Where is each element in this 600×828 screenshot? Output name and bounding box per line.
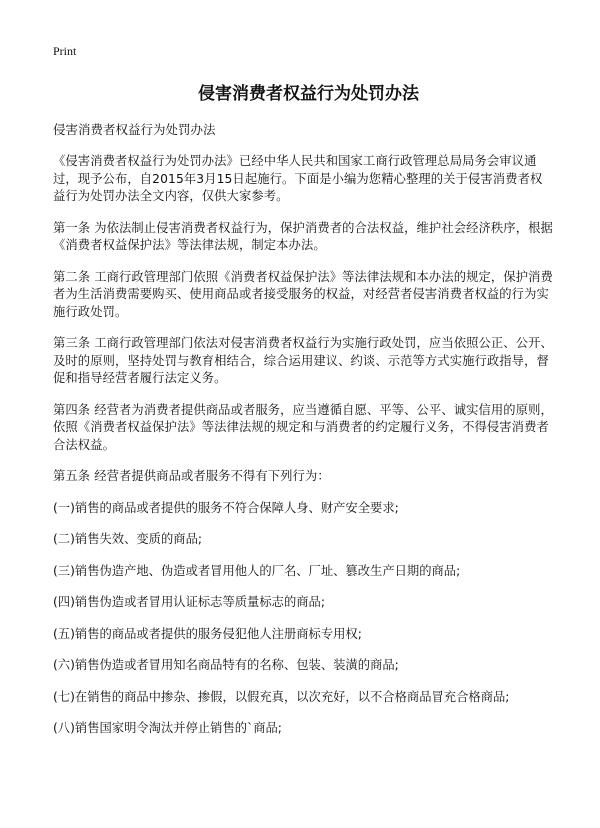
list-item: (二)销售失效、变质的商品; (53, 532, 203, 546)
document-title: 侵害消费者权益行为处罚办法 (198, 84, 419, 104)
article-4: 第四条 经营者为消费者提供商品或者服务，应当遵循自愿、平等、公平、诚实信用的原则，依照《消费者权益保护法》等法律法规的规定和与消费者的约定履行义务，不得侵害消费者合法权益。 (53, 402, 553, 452)
article-1: 第一条 为依法制止侵害消费者权益行为，保护消费者的合法权益，维护社会经济秩序，根据《消费者权益保护法》等法律法规，制定本办法。 (53, 220, 553, 252)
document-subtitle: 侵害消费者权益行为处罚办法 (53, 122, 216, 137)
list-item: (六)销售伪造或者冒用知名商品特有的名称、包装、装潢的商品; (53, 658, 399, 672)
article-2: 第二条 工商行政管理部门依照《消费者权益保护法》等法律法规和本办法的规定，保护消费者为生活消费需要购买、使用商品或者接受服务的权益，对经营者侵害消费者权益的行为实施行政处罚。 (53, 269, 553, 319)
list-item: (三)销售伪造产地、伪造或者冒用他人的厂名、厂址、篡改生产日期的商品; (53, 563, 461, 578)
article-3: 第三条 工商行政管理部门依法对侵害消费者权益行为实施行政处罚，应当依照公正、公开、及时的原则，坚持处罚与教育相结合，综合运用建议、约谈、示范等方式实施行政指导，督促和指导经营者履行法定义务。 (53, 336, 553, 385)
list-item: (四)销售伪造或者冒用认证标志等质量标志的商品; (53, 595, 325, 609)
article-5: 第五条 经营者提供商品或者服务不得有下列行为： (53, 469, 330, 483)
list-item: (七)在销售的商品中掺杂、掺假，以假充真，以次充好，以不合格商品冒充合格商品; (53, 689, 510, 704)
print-link[interactable]: Print (53, 44, 77, 58)
list-item: (八)销售国家明令淘汰并停止销售的`商品; (53, 721, 282, 735)
list-item: (五)销售的商品或者提供的服务侵犯他人注册商标专用权; (53, 626, 362, 641)
prohibited-acts-list (53, 500, 554, 738)
intro-paragraph: 《侵害消费者权益行为处罚办法》已经中华人民共和国家工商行政管理总局局务会审议通过，现予公布，自2015年3月15日起施行。下面是小编为您精心整理的关于侵害消费者权益行为处罚办法全文内容，仅供大家参考。 (53, 154, 543, 203)
list-item: (一)销售的商品或者提供的服务不符合保障人身、财产安全要求; (53, 500, 399, 515)
